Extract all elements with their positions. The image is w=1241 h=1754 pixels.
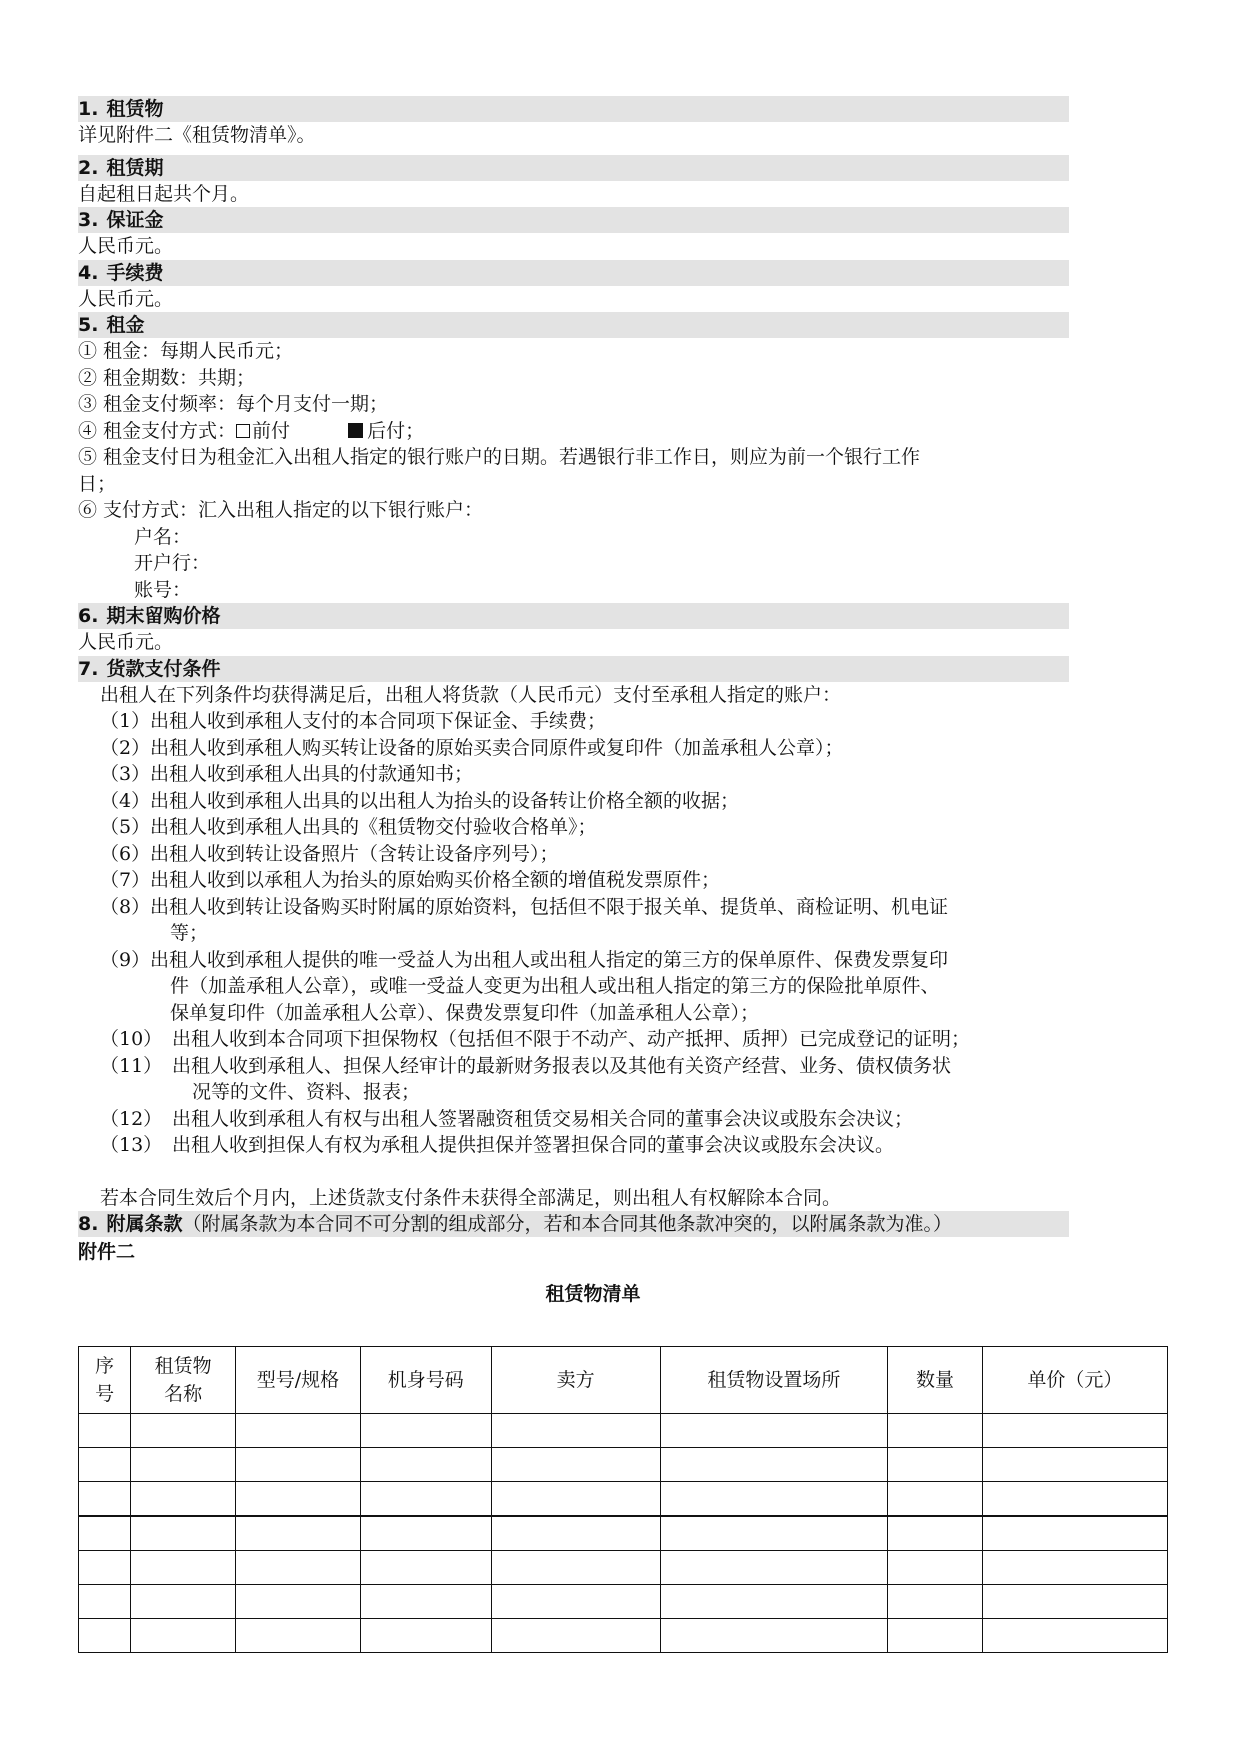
condition-text xyxy=(150,867,1140,894)
table-cell[interactable] xyxy=(491,1414,660,1448)
table-row xyxy=(79,1585,1168,1619)
table-cell[interactable] xyxy=(131,1414,236,1448)
table-cell[interactable] xyxy=(982,1585,1167,1619)
condition-number: （2） xyxy=(100,736,151,759)
rent-item: ⑥ 支付方式：汇入出租人指定的以下银行账户： xyxy=(78,499,484,521)
table-cell[interactable] xyxy=(660,1619,887,1653)
section-2 xyxy=(78,155,1168,208)
condition-text xyxy=(172,1053,1162,1106)
table-cell[interactable] xyxy=(79,1414,131,1448)
condition-number: （6） xyxy=(100,842,151,865)
column-header: 型号/规格 xyxy=(236,1347,361,1414)
table-cell[interactable] xyxy=(79,1516,131,1551)
condition-item xyxy=(78,947,1168,1027)
table-cell[interactable] xyxy=(236,1585,361,1619)
table-cell[interactable] xyxy=(236,1482,361,1517)
section-1 xyxy=(78,96,1168,149)
condition-item xyxy=(78,814,1168,841)
condition-text xyxy=(172,1132,1162,1159)
table-cell[interactable] xyxy=(236,1516,361,1551)
table-header-row xyxy=(79,1347,1168,1414)
condition-number: （13） xyxy=(100,1134,163,1156)
condition-number: （5） xyxy=(100,816,151,838)
conditions-closing: 若本合同生效后个月内，上述货款支付条件未获得全部满足，则出租人有权解除本合同。 xyxy=(100,1186,842,1209)
condition-text xyxy=(150,947,1140,1027)
condition-text xyxy=(150,788,1140,815)
condition-text-continued: 况等的文件、资料、报表； xyxy=(192,1081,421,1103)
condition-item xyxy=(78,841,1168,868)
condition-text-continued: 件（加盖承租人公章），或唯一受益人变更为出租人或出租人指定的第三方的保险批单原件、 xyxy=(170,975,940,997)
section-text: 自起租日起共个月。 xyxy=(78,182,250,205)
attachment-label: 附件二 xyxy=(78,1241,136,1263)
section-heading: 5. 租金 xyxy=(78,312,1069,338)
rent-item: ⑤ 租金支付日为租金汇入出租人指定的银行账户的日期。若遇银行非工作日，则应为前一个银行工作 xyxy=(78,446,921,468)
condition-text-continued: 等； xyxy=(170,922,209,944)
condition-text-line: 出租人收到本合同项下担保物权（包括但不限于不动产、动产抵押、质押）已完成登记的证明； xyxy=(172,1028,971,1050)
column-header: 机身号码 xyxy=(360,1347,491,1414)
condition-text xyxy=(150,814,1140,841)
section-heading: 6. 期末留购价格 xyxy=(78,603,1069,629)
table-cell[interactable] xyxy=(660,1414,887,1448)
section-text: 人民币元。 xyxy=(78,235,174,257)
condition-text xyxy=(172,1106,1162,1133)
rent-item-continued: 日； xyxy=(78,472,117,495)
conditions-list xyxy=(78,708,1168,1159)
table-cell[interactable] xyxy=(131,1482,236,1517)
condition-item xyxy=(78,867,1168,894)
section-8 xyxy=(78,1211,1168,1237)
condition-text xyxy=(150,841,1140,868)
table-cell[interactable] xyxy=(982,1619,1167,1653)
table-cell[interactable] xyxy=(982,1516,1167,1551)
conditions-intro: 出租人在下列条件均获得满足后，出租人将货款（人民币元）支付至承租人指定的账户： xyxy=(100,683,842,706)
condition-item xyxy=(78,894,1168,947)
table-cell[interactable] xyxy=(131,1448,236,1482)
table-cell[interactable] xyxy=(491,1619,660,1653)
condition-number: （9） xyxy=(100,948,151,971)
table-cell[interactable] xyxy=(236,1448,361,1482)
table-cell[interactable] xyxy=(491,1516,660,1551)
checked-checkbox-icon[interactable] xyxy=(348,423,363,438)
section-text: 人民币元。 xyxy=(78,631,174,653)
account-number-label: 账号： xyxy=(134,578,192,601)
table-cell[interactable] xyxy=(982,1414,1167,1448)
condition-item xyxy=(78,788,1168,815)
condition-number: （7） xyxy=(100,869,151,891)
table-cell[interactable] xyxy=(360,1516,491,1551)
table-cell[interactable] xyxy=(360,1551,491,1585)
table-cell[interactable] xyxy=(888,1448,983,1482)
table-row xyxy=(79,1516,1168,1551)
table-cell[interactable] xyxy=(888,1516,983,1551)
table-cell[interactable] xyxy=(79,1482,131,1517)
condition-item xyxy=(78,1053,1168,1106)
table-cell[interactable] xyxy=(360,1448,491,1482)
column-header: 租赁物名称 xyxy=(131,1347,236,1414)
condition-text xyxy=(172,1026,1162,1053)
account-bank-label: 开户行： xyxy=(134,552,211,574)
table-cell[interactable] xyxy=(888,1414,983,1448)
condition-text xyxy=(150,894,1140,947)
table-body xyxy=(79,1414,1168,1653)
condition-item xyxy=(78,1106,1168,1133)
condition-text xyxy=(150,761,1140,788)
condition-item xyxy=(78,708,1168,735)
table-cell[interactable] xyxy=(660,1585,887,1619)
table-row xyxy=(79,1619,1168,1653)
table-cell[interactable] xyxy=(660,1482,887,1517)
section-4 xyxy=(78,260,1168,313)
condition-text-line: 出租人收到承租人支付的本合同项下保证金、手续费； xyxy=(150,710,607,732)
condition-number: （3） xyxy=(100,763,151,785)
condition-text-line: 出租人收到承租人、担保人经审计的最新财务报表以及其他有关资产经营、业务、债权债务状 xyxy=(172,1054,952,1077)
column-header: 数量 xyxy=(888,1347,983,1414)
section-heading: 3. 保证金 xyxy=(78,207,1069,233)
condition-text-line: 出租人收到承租人有权与出租人签署融资租赁交易相关合同的董事会决议或股东会决议； xyxy=(172,1107,914,1130)
table-row xyxy=(79,1414,1168,1448)
table-cell[interactable] xyxy=(982,1551,1167,1585)
section-5 xyxy=(78,312,1168,603)
condition-number: （8） xyxy=(100,895,151,918)
column-header: 租赁物设置场所 xyxy=(660,1347,887,1414)
section-heading: 7. 货款支付条件 xyxy=(78,656,1069,682)
condition-text-line: 出租人收到担保人有权为承租人提供担保并签署担保合同的董事会决议或股东会决议。 xyxy=(172,1134,895,1156)
table-cell[interactable] xyxy=(131,1551,236,1585)
section-heading: 2. 租赁期 xyxy=(78,155,1069,181)
table-cell[interactable] xyxy=(360,1482,491,1517)
table-cell[interactable] xyxy=(982,1448,1167,1482)
table-cell[interactable] xyxy=(236,1619,361,1653)
table-cell[interactable] xyxy=(888,1619,983,1653)
section-6 xyxy=(78,603,1168,656)
table-cell[interactable] xyxy=(360,1619,491,1653)
table-cell[interactable] xyxy=(131,1585,236,1619)
condition-text-continued: 保单复印件（加盖承租人公章）、保费发票复印件（加盖承租人公章）； xyxy=(170,1001,760,1024)
rent-item: ③ 租金支付频率：每个月支付一期； xyxy=(78,393,389,415)
table-cell[interactable] xyxy=(660,1448,887,1482)
condition-text-line: 出租人收到转让设备照片（含转让设备序列号）； xyxy=(150,842,559,865)
condition-item xyxy=(78,1132,1168,1159)
table-cell[interactable] xyxy=(491,1551,660,1585)
section-heading: 4. 手续费 xyxy=(78,260,1069,286)
condition-text-line: 出租人收到承租人提供的唯一受益人为出租人或出租人指定的第三方的保单原件、保费发票复印 xyxy=(150,948,949,971)
table-cell[interactable] xyxy=(79,1619,131,1653)
condition-text-line: 出租人收到承租人出具的付款通知书； xyxy=(150,763,474,785)
table-cell[interactable] xyxy=(660,1516,887,1551)
section-3 xyxy=(78,207,1168,260)
table-row xyxy=(79,1448,1168,1482)
condition-number: （11） xyxy=(100,1054,163,1077)
column-header: 卖方 xyxy=(491,1347,660,1414)
table-cell[interactable] xyxy=(491,1482,660,1517)
table-cell[interactable] xyxy=(888,1585,983,1619)
condition-text-line: 出租人收到承租人出具的以出租人为抬头的设备转让价格全额的收据； xyxy=(150,789,740,812)
attachment-title: 租赁物清单 xyxy=(545,1283,641,1305)
table-cell[interactable] xyxy=(888,1482,983,1517)
table-cell[interactable] xyxy=(79,1585,131,1619)
condition-number: （12） xyxy=(100,1107,163,1130)
condition-text-line: 出租人收到以承租人为抬头的原始购买价格全额的增值税发票原件； xyxy=(150,869,721,891)
column-header: 序号 xyxy=(79,1347,131,1414)
section-text: 详见附件二《租赁物清单》。 xyxy=(78,124,316,146)
table-cell[interactable] xyxy=(491,1448,660,1482)
table-cell[interactable] xyxy=(236,1551,361,1585)
condition-text-line: 出租人收到承租人购买转让设备的原始买卖合同原件或复印件（加盖承租人公章）； xyxy=(150,736,844,759)
table-cell[interactable] xyxy=(131,1619,236,1653)
table-cell[interactable] xyxy=(79,1551,131,1585)
table-cell[interactable] xyxy=(491,1585,660,1619)
table-cell[interactable] xyxy=(982,1482,1167,1517)
section-heading: 1. 租赁物 xyxy=(78,96,1069,122)
table-cell[interactable] xyxy=(131,1516,236,1551)
section-text: 人民币元。 xyxy=(78,287,174,310)
rent-payment-method: ④ 租金支付方式： 前付 后付； xyxy=(78,419,425,442)
table-cell[interactable] xyxy=(888,1551,983,1585)
condition-item xyxy=(78,761,1168,788)
condition-item xyxy=(78,735,1168,762)
column-header: 单价（元） xyxy=(982,1347,1167,1414)
contract-page xyxy=(78,96,1168,1653)
table-cell[interactable] xyxy=(79,1448,131,1482)
unchecked-checkbox-icon[interactable] xyxy=(236,424,250,438)
table-cell[interactable] xyxy=(360,1414,491,1448)
condition-text-line: 出租人收到转让设备购买时附属的原始资料，包括但不限于报关单、提货单、商检证明、机电证 xyxy=(150,895,949,918)
table-row xyxy=(79,1551,1168,1585)
section-heading: 8. 附属条款（附属条款为本合同不可分割的组成部分，若和本合同其他条款冲突的，以附属条款为准。） xyxy=(78,1211,1069,1237)
table-row xyxy=(79,1482,1168,1517)
condition-number: （4） xyxy=(100,789,151,812)
condition-text-line: 出租人收到承租人出具的《租赁物交付验收合格单》； xyxy=(150,816,597,838)
condition-number: （1） xyxy=(100,710,151,732)
condition-text xyxy=(150,735,1140,762)
condition-item xyxy=(78,1026,1168,1053)
table-cell[interactable] xyxy=(360,1585,491,1619)
account-name-label: 户名： xyxy=(134,525,192,548)
section-7 xyxy=(78,656,1168,1212)
table-cell[interactable] xyxy=(236,1414,361,1448)
condition-text xyxy=(150,708,1140,735)
lease-items-table xyxy=(78,1346,1168,1653)
table-cell[interactable] xyxy=(660,1551,887,1585)
condition-number: （10） xyxy=(100,1028,163,1050)
rent-item: ② 租金期数：共期； xyxy=(78,366,256,389)
rent-item: ① 租金：每期人民币元； xyxy=(78,340,294,362)
